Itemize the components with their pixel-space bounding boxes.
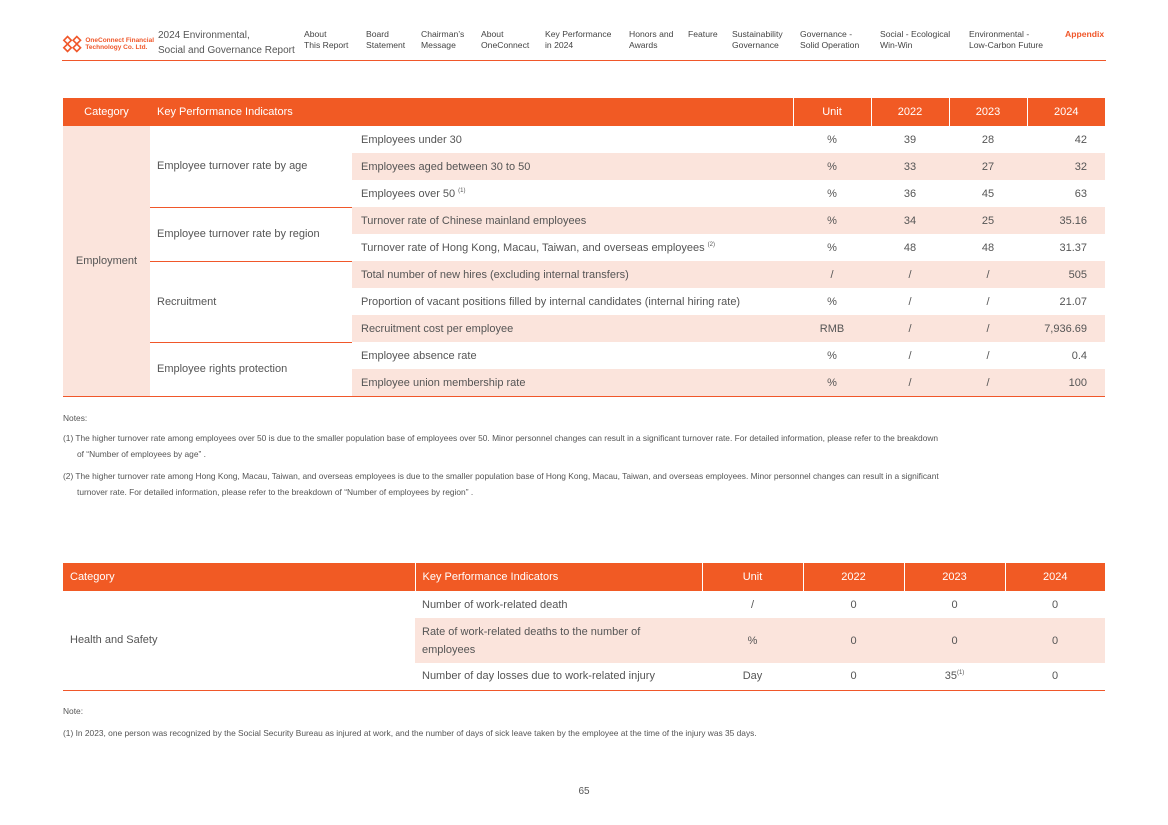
unit-cell: / bbox=[793, 261, 871, 288]
table-row bbox=[63, 126, 1105, 153]
indicator-cell: Employees under 30 bbox=[361, 133, 462, 146]
value-2022: / bbox=[908, 295, 912, 308]
employment-kpi-table bbox=[63, 98, 1105, 397]
category-cell: Employment bbox=[63, 126, 150, 397]
value-2024: 7,936.69 bbox=[1027, 315, 1105, 342]
notes-title: Notes: bbox=[63, 413, 88, 423]
value-2024: 32 bbox=[1027, 153, 1105, 180]
nav-sustainability-governance[interactable]: Sustainability Governance bbox=[732, 29, 783, 50]
indicator-cell: Employee union membership rate bbox=[352, 369, 793, 397]
unit-cell: % bbox=[827, 349, 837, 362]
notes-section-1 bbox=[63, 410, 1108, 500]
table-row bbox=[63, 207, 1105, 234]
header-2024: 2024 bbox=[1005, 563, 1105, 591]
note-2-continued: turnover rate. For detailed information, please refer to the breakdown of “Number of employees by region” . bbox=[77, 487, 474, 497]
header-2022: 2022 bbox=[871, 98, 949, 126]
unit-cell: % bbox=[747, 634, 758, 647]
unit-cell: Day bbox=[702, 663, 803, 690]
value-2024: 0 bbox=[1005, 663, 1105, 690]
value-2024: 35.16 bbox=[1027, 207, 1105, 234]
value-2024: 0 bbox=[1051, 634, 1059, 647]
header-unit: Unit bbox=[702, 563, 803, 591]
nav-feature[interactable]: Feature bbox=[688, 29, 718, 39]
indicator-cell: Total number of new hires (excluding internal transfers) bbox=[352, 261, 793, 288]
note-1-continued: of “Number of employees by age” . bbox=[77, 449, 206, 459]
group-label: Employee rights protection bbox=[150, 342, 352, 397]
value-2023: 28 bbox=[981, 133, 995, 146]
group-label: Recruitment bbox=[150, 261, 352, 342]
value-2022: / bbox=[871, 315, 949, 342]
nav-chairmans-message[interactable]: Chairman’s Message bbox=[421, 29, 465, 50]
value-2022: / bbox=[908, 349, 912, 362]
value-2023-cell bbox=[904, 663, 1005, 690]
nav-about-this-report[interactable]: About This Report bbox=[304, 29, 349, 50]
header-2023: 2023 bbox=[949, 98, 1027, 126]
notes-section-2 bbox=[63, 703, 1108, 741]
value-2022: 33 bbox=[871, 153, 949, 180]
table-row bbox=[63, 591, 1105, 618]
nav-key-performance[interactable]: Key Performance in 2024 bbox=[545, 29, 612, 50]
group-label: Employee turnover rate by region bbox=[150, 207, 352, 261]
value-2022: / bbox=[871, 261, 949, 288]
nav-about-oneconnect[interactable]: About OneConnect bbox=[481, 29, 530, 50]
nav-board-statement[interactable]: Board Statement bbox=[366, 29, 406, 50]
unit-cell: % bbox=[793, 153, 871, 180]
value-2022: 34 bbox=[871, 207, 949, 234]
logo-line-2: Technology Co. Ltd. bbox=[85, 44, 148, 51]
unit-cell: % bbox=[827, 133, 837, 146]
nav-honors-awards[interactable]: Honors and Awards bbox=[629, 29, 674, 50]
header-category: Category bbox=[63, 563, 415, 591]
footnote-marker: (2) bbox=[707, 241, 715, 248]
header-kpi: Key Performance Indicators bbox=[150, 98, 793, 126]
page-number: 65 bbox=[578, 786, 590, 797]
value-2022: 36 bbox=[903, 187, 917, 200]
unit-cell: / bbox=[750, 598, 755, 611]
nav-environmental[interactable]: Environmental - Low-Carbon Future bbox=[969, 29, 1044, 50]
report-title-line-1: 2024 Environmental, bbox=[158, 30, 250, 41]
nav-social[interactable]: Social - Ecological Win-Win bbox=[880, 29, 951, 50]
report-title bbox=[158, 28, 295, 58]
nav-governance[interactable]: Governance - Solid Operation bbox=[800, 29, 860, 50]
value-2023: 35 bbox=[944, 670, 957, 683]
indicator-cell: Proportion of vacant positions filled by internal candidates (internal hiring rate) bbox=[361, 295, 741, 308]
value-2022: / bbox=[871, 369, 949, 397]
company-logo[interactable] bbox=[62, 34, 154, 54]
value-2022: 39 bbox=[903, 133, 917, 146]
indicator-cell: Employees aged between 30 to 50 bbox=[352, 153, 793, 180]
footnote-marker: (1) bbox=[956, 670, 965, 677]
unit-cell: RMB bbox=[793, 315, 871, 342]
value-2024: 0.4 bbox=[1071, 349, 1088, 362]
indicator-cell: Number of day losses due to work-related injury bbox=[415, 663, 702, 690]
header-2022: 2022 bbox=[803, 563, 904, 591]
value-2023: 0 bbox=[951, 598, 958, 611]
unit-cell: % bbox=[827, 187, 837, 200]
value-2023: / bbox=[949, 315, 1027, 342]
note-2: (2) The higher turnover rate among Hong Kong, Macau, Taiwan, and overseas employees is due to the smaller population base of Hong Kong, Macau, Taiwan, and overseas employees. Minor personnel changes can result in a significant bbox=[63, 471, 939, 481]
value-2022: 48 bbox=[903, 241, 917, 254]
indicator-cell: Employee absence rate bbox=[361, 349, 477, 362]
group-label: Employee turnover rate by age bbox=[150, 126, 352, 207]
oneconnect-logo-icon bbox=[62, 34, 82, 54]
indicator-cell: Recruitment cost per employee bbox=[352, 315, 793, 342]
value-2024: 100 bbox=[1027, 369, 1105, 397]
value-2023: / bbox=[949, 369, 1027, 397]
header-unit: Unit bbox=[793, 98, 871, 126]
logo-line-1: OneConnect Financial bbox=[85, 36, 154, 44]
header-2024: 2024 bbox=[1027, 98, 1105, 126]
nav-appendix[interactable]: Appendix bbox=[1065, 29, 1105, 39]
value-2024: 31.37 bbox=[1059, 241, 1088, 254]
value-2024: 63 bbox=[1074, 187, 1088, 200]
value-2023: / bbox=[986, 295, 990, 308]
page-header bbox=[62, 28, 1106, 61]
table-header-row bbox=[63, 563, 1105, 591]
header-category: Category bbox=[63, 98, 150, 126]
indicator-cell: Rate of work-related deaths to the number of employees bbox=[422, 625, 641, 656]
table-row bbox=[63, 342, 1105, 369]
value-2022: 0 bbox=[850, 598, 857, 611]
unit-cell: % bbox=[793, 207, 871, 234]
value-2023: 48 bbox=[981, 241, 995, 254]
value-2023: 45 bbox=[981, 187, 995, 200]
report-title-line-2: Social and Governance Report bbox=[158, 45, 295, 56]
value-2023: / bbox=[986, 349, 990, 362]
value-2023: 0 bbox=[951, 634, 958, 647]
value-2024: 21.07 bbox=[1059, 295, 1088, 308]
header-2023: 2023 bbox=[904, 563, 1005, 591]
value-2022: 0 bbox=[850, 634, 857, 647]
unit-cell: % bbox=[827, 295, 837, 308]
indicator-cell: Turnover rate of Hong Kong, Macau, Taiwan, and overseas employees $^{(2)}$ bbox=[361, 241, 715, 254]
table-header-row bbox=[63, 98, 1105, 126]
note-1: (1) In 2023, one person was recognized by the Social Security Bureau as injured at work, and the number of days of sick leave taken by the employee at the time of the injury was 35 days. bbox=[63, 728, 757, 738]
footnote-marker: (1) bbox=[458, 187, 466, 194]
table-row bbox=[63, 261, 1105, 288]
value-2024: 0 bbox=[1051, 598, 1059, 611]
unit-cell: % bbox=[827, 241, 837, 254]
value-2023: / bbox=[949, 261, 1027, 288]
indicator-cell: Number of work-related death bbox=[422, 598, 568, 611]
value-2022: 0 bbox=[803, 663, 904, 690]
header-kpi: Key Performance Indicators bbox=[415, 563, 702, 591]
health-safety-kpi-table bbox=[63, 563, 1105, 691]
unit-cell: % bbox=[793, 369, 871, 397]
value-2023: 27 bbox=[949, 153, 1027, 180]
indicator-cell: Turnover rate of Chinese mainland employees bbox=[352, 207, 793, 234]
value-2023: 25 bbox=[949, 207, 1027, 234]
indicator-cell: Employees over 50 $^{(1)}$ bbox=[361, 187, 466, 200]
value-2024: 42 bbox=[1074, 133, 1088, 146]
category-cell: Health and Safety bbox=[63, 591, 415, 690]
note-1: (1) The higher turnover rate among employees over 50 is due to the smaller population base of employees over 50. Minor personnel changes can result in a significant turnover rate. For detailed information, please refer to the breakdown bbox=[63, 433, 939, 443]
value-2024: 505 bbox=[1027, 261, 1105, 288]
notes-title: Note: bbox=[63, 706, 84, 716]
